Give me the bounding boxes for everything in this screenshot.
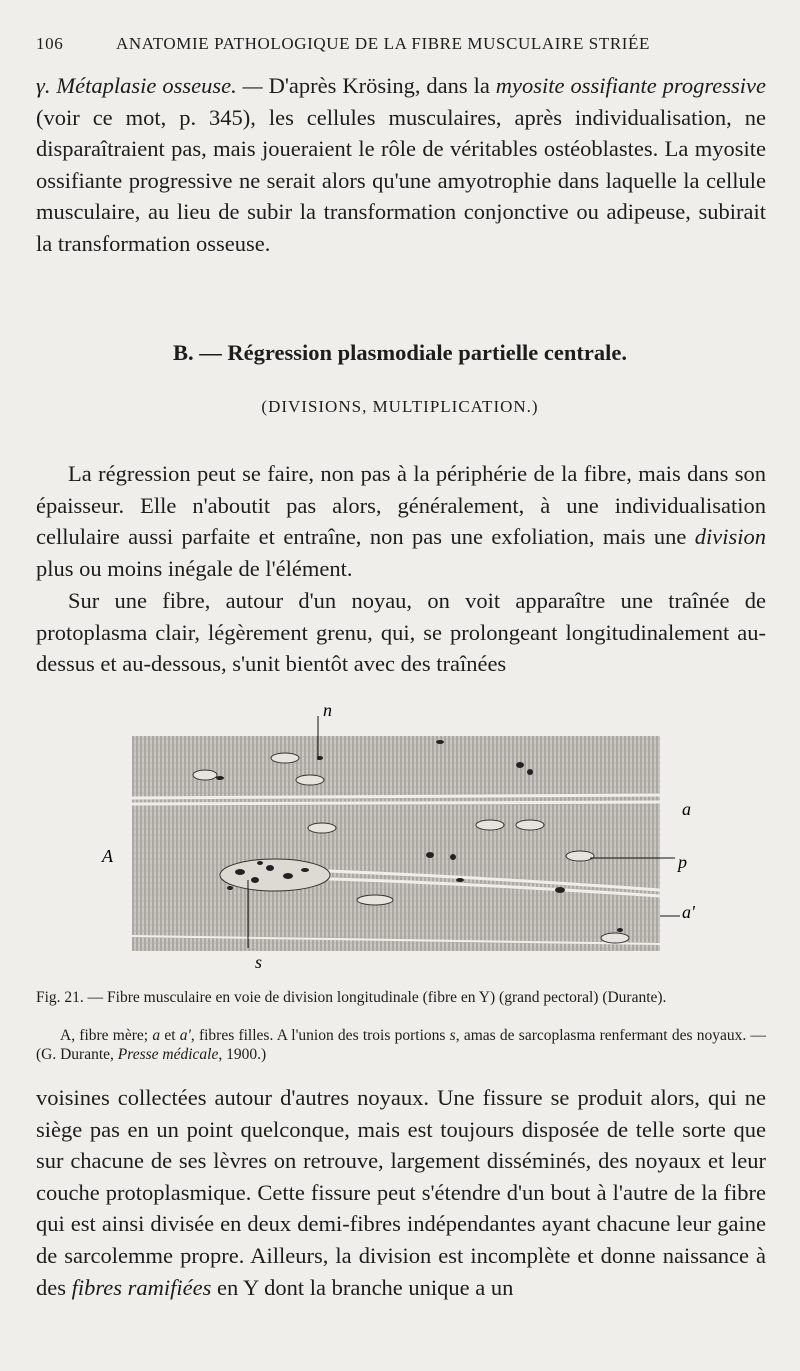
figure-label-s: s [255, 952, 263, 972]
text-span: en Y dont la branche unique a un [211, 1274, 514, 1300]
page-number: 106 [36, 34, 64, 53]
figure-label-p: p [678, 852, 687, 872]
figure-label-a: a [682, 799, 691, 819]
text-span: , 1900.) [218, 1046, 267, 1063]
paragraph-fissure [36, 1082, 766, 1303]
fibre-striated-body [132, 736, 660, 951]
figure-label-A: A [102, 846, 113, 866]
figure-caption-title: Fig. 21. — Fibre musculaire en voie de division longitudinale (fibre en Y) (grand pectoral) (Durante). [36, 989, 667, 1006]
text-span: s [449, 1027, 456, 1044]
paragraph-fibre-noyau [36, 585, 766, 680]
emphasis-term: fibres ramifiées [71, 1274, 212, 1300]
text-span: et [160, 1027, 180, 1044]
text-span: A, fibre mère; [60, 1027, 153, 1044]
text-span: La régression peut se faire, non pas à la périphérie de la fibre, mais dans son épaisseur. Elle n'aboutit pas alors, généralement, à une individualisation cellulaire aussi parfaite et entraîne, non pas une exfoliation, mais une [36, 461, 766, 550]
section-title: B. — Régression plasmodiale partielle centrale. [173, 340, 627, 365]
emphasis-term: myosite ossifiante progressive [495, 73, 766, 98]
paragraph-regression [36, 458, 766, 584]
paragraph-metaplasie-osseuse [36, 70, 766, 260]
emphasis-term: division [694, 524, 766, 550]
figure-muscle-fibre [100, 700, 720, 980]
text-span: , fibres filles. A l'union des trois portions [190, 1027, 450, 1044]
figure-caption-legend [36, 1026, 766, 1064]
page-header [36, 34, 766, 58]
muscle-fibre-illustration [100, 700, 720, 980]
text-span: D'après Krösing, dans la [262, 73, 496, 98]
text-span: , amas de sarcoplasma renfermant des noyaux. — (G. Durante, [36, 1027, 766, 1063]
subsection-heading: γ. Métaplasie osseuse. — [36, 73, 263, 98]
figure-label-n: n [323, 700, 332, 720]
text-span: Sur une fibre, autour d'un noyau, on voit apparaître une traînée de protoplasma clair, légèrement grenu, qui, se prolongeant longitudinalement au-dessus et au-dessous, s'unit bientôt avec des traînées [36, 588, 766, 677]
text-span: voisines collectées autour d'autres noyaux. Une fissure se produit alors, qui ne siège pas en un point quelconque, mais est toujours disposée de telle sorte que sur chacune de ses lèvres on retrouve, largement disséminés, des noyaux et leur couche protoplasmique. Cette fissure peut s'étendre d'un bout à l'autre de la fibre qui est ainsi divisée en deux demi-fibres indépendantes ayant chacune leur gaine de sarcolemme propre. Ailleurs, la division est incomplète et donne naissance à des [36, 1085, 766, 1300]
text-span: a' [179, 1027, 191, 1044]
sarcoplasm-cluster [220, 859, 330, 891]
figure-label-a-prime: a' [682, 902, 695, 922]
running-title: ANATOMIE PATHOLOGIQUE DE LA FIBRE MUSCULAIRE STRIÉE [116, 34, 651, 53]
text-span: plus ou moins inégale de l'élément. [36, 555, 353, 581]
section-subtitle: (DIVISIONS, MULTIPLICATION.) [261, 397, 539, 416]
text-span: a [152, 1027, 161, 1044]
text-span: (voir ce mot, p. 345), les cellules musculaires, après individualisation, ne disparaîtraient pas, mais joueraient le rôle de véritables ostéoblastes. La myosite ossifiante progressive ne serait alors qu'une amyotrophie dans laquelle la cellule musculaire, au lieu de subir la transformation conjonctive ou adipeuse, subirait la transformation osseuse. [36, 104, 766, 256]
text-span: Presse médicale [117, 1046, 219, 1063]
